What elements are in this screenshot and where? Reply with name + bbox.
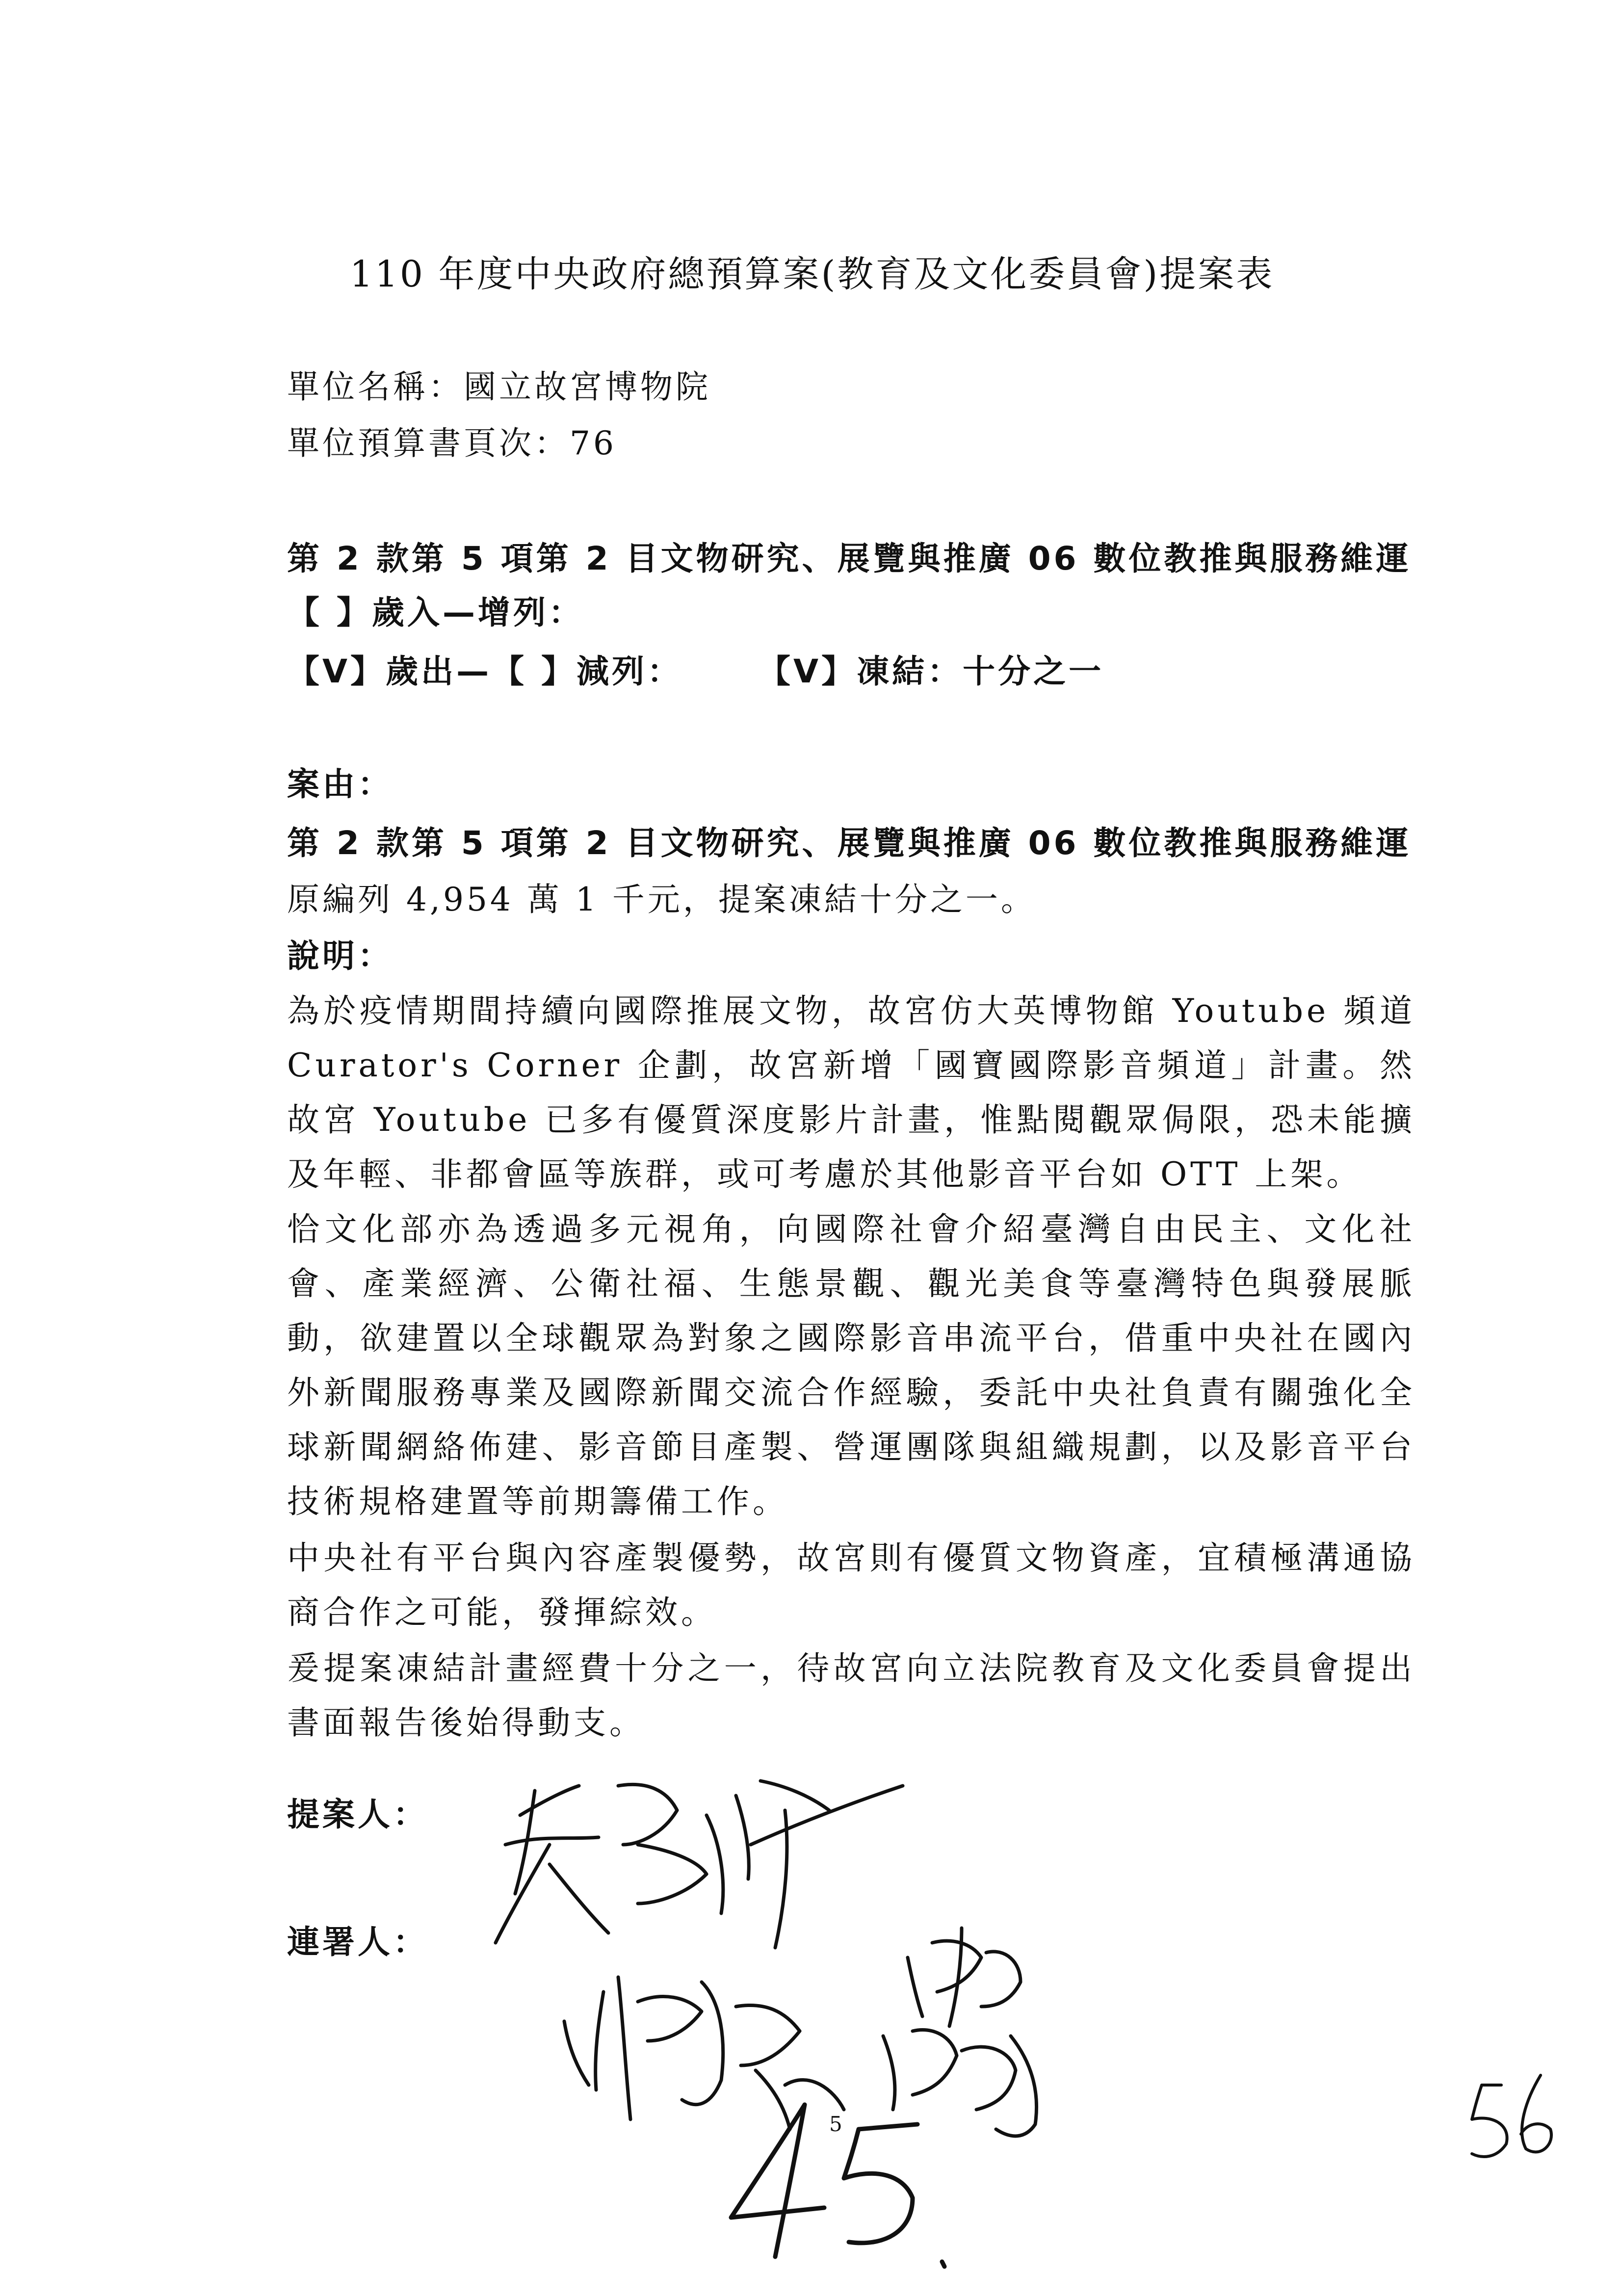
expense-line: 【V】歲出—【 】減列：: [287, 652, 683, 690]
page-number: 5: [829, 2112, 842, 2136]
unit-budget-page: 單位預算書頁次：76: [287, 424, 617, 462]
revenue-line: 【 】歲入—增列：: [287, 594, 584, 631]
explain-paragraph-4: 爰提案凍結計畫經費十分之一，待故宮向立法院教育及文化委員會提出書面報告後始得動支。: [287, 1649, 1415, 1742]
unit-name: 單位名稱：國立故宮博物院: [287, 368, 711, 406]
reason-label: 案由：: [287, 765, 393, 803]
explain-paragraph-3: 中央社有平台與內容產製優勢，故宮則有優質文物資產，宜積極溝通協商合作之可能，發揮綜效。: [287, 1539, 1415, 1631]
freeze-line: 【V】凍結：十分之一: [758, 652, 1104, 690]
cosigner-signature-2: [883, 1928, 1037, 2136]
cosigner-label: 連署人：: [287, 1923, 428, 1961]
reason-text: 原編列 4,954 萬 1 千元，提案凍結十分之一。: [287, 881, 1036, 918]
item-heading: 第 2 款第 5 項第 2 目文物研究、展覽與推廣 06 數位教推與服務維運: [287, 540, 1412, 577]
explain-paragraph-1: 為於疫情期間持續向國際推展文物，故宮仿大英博物館 Youtube 頻道 Curator's Corner 企劃，故宮新增「國寶國際影音頻道」計畫。然故宮 Youtube 已多有優質深度影片計畫，惟點閱觀眾侷限，恐未能擴及年輕、非都會區等族群，或可考慮於其他影音平台如 OTT 上架。: [287, 992, 1415, 1193]
proposer-signature: [496, 1781, 903, 1948]
explain-label: 說明：: [287, 937, 393, 975]
reason-heading: 第 2 款第 5 項第 2 目文物研究、展覽與推廣 06 數位教推與服務維運: [287, 824, 1412, 862]
explain-paragraph-2: 恰文化部亦為透過多元視角，向國際社會介紹臺灣自由民主、文化社會、產業經濟、公衛社福、生態景觀、觀光美食等臺灣特色與發展脈動，欲建置以全球觀眾為對象之國際影音串流平台，借重中央社在國內外新聞服務專業及國際新聞交流合作經驗，委託中央社負責有關強化全球新聞網絡佈建、影音節目產製、營運團隊與組織規劃，以及影音平台技術規格建置等前期籌備工作。: [287, 1210, 1415, 1520]
document-title: 110 年度中央政府總預算案(教育及文化委員會)提案表: [349, 253, 1275, 295]
handwritten-page-mark-56: [1472, 2075, 1551, 2157]
proposer-label: 提案人：: [287, 1796, 428, 1833]
handwritten-count-45: [731, 2105, 944, 2267]
